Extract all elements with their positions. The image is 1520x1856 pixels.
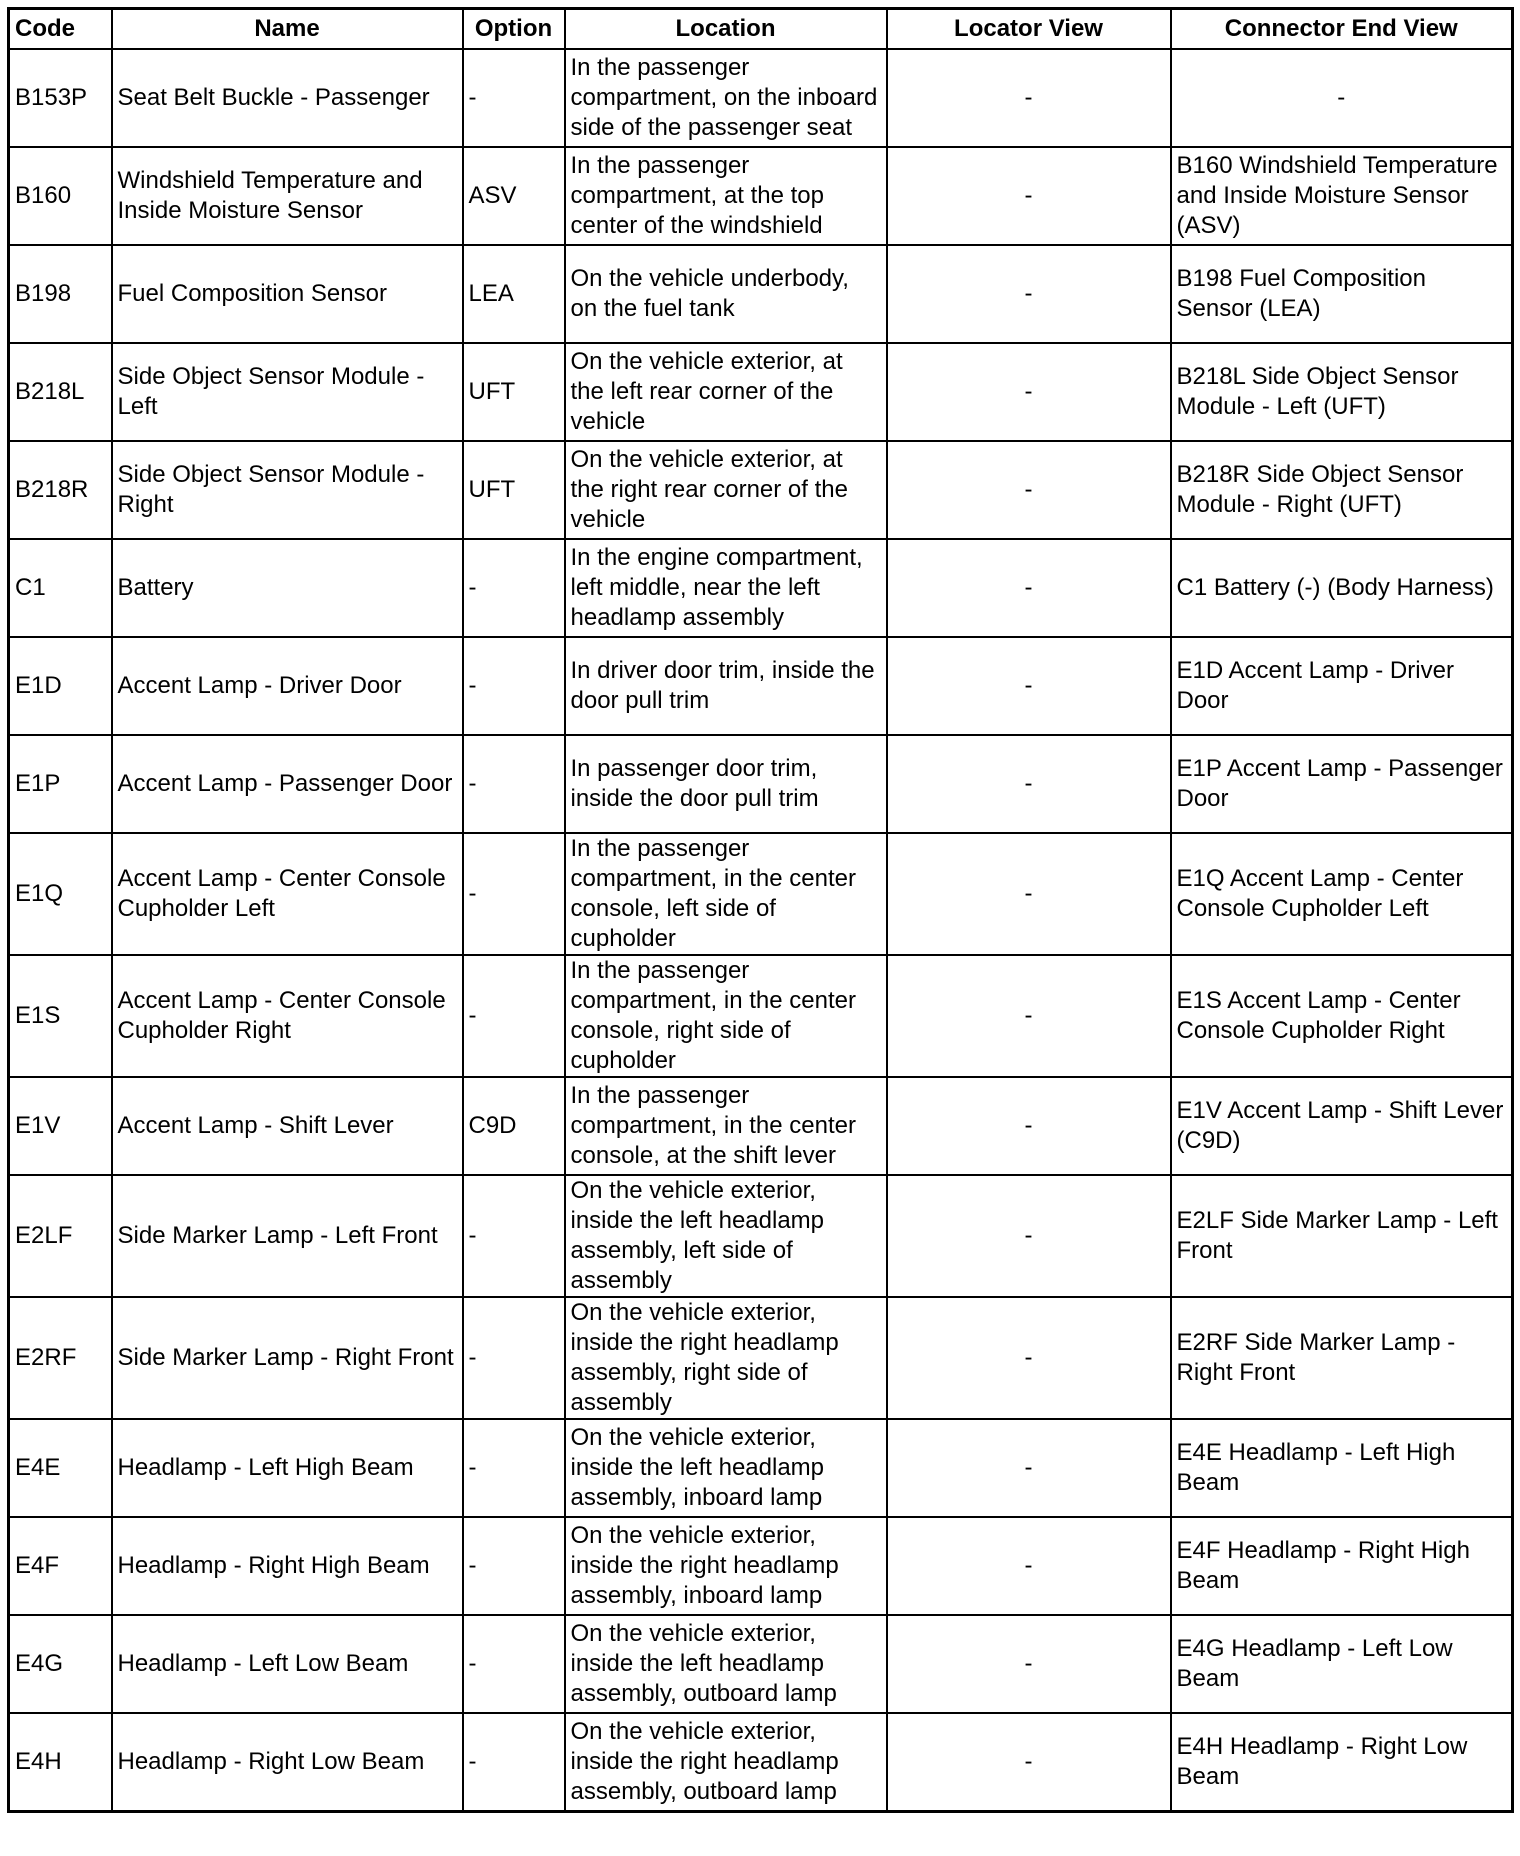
cell-locator-view: -	[887, 1615, 1171, 1713]
cell-option: -	[463, 637, 565, 735]
cell-name: Accent Lamp - Driver Door	[112, 637, 463, 735]
cell-name: Accent Lamp - Center Console Cupholder Right	[112, 955, 463, 1077]
cell-location: In driver door trim, inside the door pull trim	[565, 637, 887, 735]
cell-code: B198	[9, 245, 112, 343]
header-connector-end-view: Connector End View	[1171, 9, 1513, 50]
component-locator-table	[7, 7, 1514, 1813]
cell-option: -	[463, 1419, 565, 1517]
cell-connector-end-view: E1Q Accent Lamp - Center Console Cupholder Left	[1171, 833, 1513, 955]
table-row	[9, 735, 1513, 833]
cell-connector-end-view: B160 Windshield Temperature and Inside Moisture Sensor (ASV)	[1171, 147, 1513, 245]
cell-option: -	[463, 1517, 565, 1615]
cell-connector-end-view: E1V Accent Lamp - Shift Lever (C9D)	[1171, 1077, 1513, 1175]
table-row	[9, 1419, 1513, 1517]
cell-connector-end-view: E1P Accent Lamp - Passenger Door	[1171, 735, 1513, 833]
cell-code: E1S	[9, 955, 112, 1077]
header-name: Name	[112, 9, 463, 50]
cell-name: Accent Lamp - Shift Lever	[112, 1077, 463, 1175]
cell-option: UFT	[463, 343, 565, 441]
table-row	[9, 637, 1513, 735]
cell-locator-view: -	[887, 735, 1171, 833]
cell-option: -	[463, 955, 565, 1077]
cell-location: On the vehicle exterior, at the right rear corner of the vehicle	[565, 441, 887, 539]
cell-name: Side Object Sensor Module - Right	[112, 441, 463, 539]
cell-locator-view: -	[887, 245, 1171, 343]
cell-location: On the vehicle exterior, inside the left headlamp assembly, left side of assembly	[565, 1175, 887, 1297]
header-option: Option	[463, 9, 565, 50]
table-header-row	[9, 9, 1513, 50]
cell-name: Windshield Temperature and Inside Moisture Sensor	[112, 147, 463, 245]
cell-locator-view: -	[887, 1077, 1171, 1175]
cell-connector-end-view: E4G Headlamp - Left Low Beam	[1171, 1615, 1513, 1713]
cell-connector-end-view: B218R Side Object Sensor Module - Right (UFT)	[1171, 441, 1513, 539]
cell-option: C9D	[463, 1077, 565, 1175]
cell-locator-view: -	[887, 1175, 1171, 1297]
cell-connector-end-view: E4E Headlamp - Left High Beam	[1171, 1419, 1513, 1517]
cell-code: E4E	[9, 1419, 112, 1517]
cell-location: On the vehicle exterior, inside the right headlamp assembly, inboard lamp	[565, 1517, 887, 1615]
cell-name: Accent Lamp - Center Console Cupholder Left	[112, 833, 463, 955]
cell-locator-view: -	[887, 955, 1171, 1077]
cell-option: -	[463, 1297, 565, 1419]
cell-connector-end-view: B218L Side Object Sensor Module - Left (UFT)	[1171, 343, 1513, 441]
cell-location: In the passenger compartment, in the center console, left side of cupholder	[565, 833, 887, 955]
cell-code: B160	[9, 147, 112, 245]
table-row	[9, 833, 1513, 955]
cell-code: E4F	[9, 1517, 112, 1615]
cell-name: Seat Belt Buckle - Passenger	[112, 49, 463, 147]
cell-location: On the vehicle exterior, inside the left headlamp assembly, outboard lamp	[565, 1615, 887, 1713]
cell-connector-end-view: E2LF Side Marker Lamp - Left Front	[1171, 1175, 1513, 1297]
cell-location: In passenger door trim, inside the door pull trim	[565, 735, 887, 833]
cell-option: -	[463, 49, 565, 147]
cell-locator-view: -	[887, 637, 1171, 735]
cell-option: -	[463, 1713, 565, 1812]
cell-connector-end-view: E2RF Side Marker Lamp - Right Front	[1171, 1297, 1513, 1419]
cell-name: Fuel Composition Sensor	[112, 245, 463, 343]
cell-name: Side Marker Lamp - Right Front	[112, 1297, 463, 1419]
cell-name: Headlamp - Right Low Beam	[112, 1713, 463, 1812]
cell-code: E2RF	[9, 1297, 112, 1419]
cell-code: E1V	[9, 1077, 112, 1175]
cell-locator-view: -	[887, 147, 1171, 245]
cell-option: ASV	[463, 147, 565, 245]
cell-connector-end-view: B198 Fuel Composition Sensor (LEA)	[1171, 245, 1513, 343]
cell-name: Side Marker Lamp - Left Front	[112, 1175, 463, 1297]
cell-location: On the vehicle exterior, inside the right headlamp assembly, outboard lamp	[565, 1713, 887, 1812]
cell-locator-view: -	[887, 1713, 1171, 1812]
cell-connector-end-view: E1S Accent Lamp - Center Console Cupholder Right	[1171, 955, 1513, 1077]
cell-code: E1D	[9, 637, 112, 735]
table-row	[9, 49, 1513, 147]
cell-name: Headlamp - Right High Beam	[112, 1517, 463, 1615]
cell-code: E1Q	[9, 833, 112, 955]
cell-locator-view: -	[887, 1419, 1171, 1517]
cell-connector-end-view: C1 Battery (-) (Body Harness)	[1171, 539, 1513, 637]
cell-locator-view: -	[887, 343, 1171, 441]
cell-location: On the vehicle exterior, inside the left headlamp assembly, inboard lamp	[565, 1419, 887, 1517]
cell-locator-view: -	[887, 833, 1171, 955]
cell-connector-end-view: E4F Headlamp - Right High Beam	[1171, 1517, 1513, 1615]
cell-location: In the passenger compartment, in the center console, right side of cupholder	[565, 955, 887, 1077]
table-row	[9, 245, 1513, 343]
table-row	[9, 343, 1513, 441]
table-row	[9, 1077, 1513, 1175]
cell-location: In the passenger compartment, at the top center of the windshield	[565, 147, 887, 245]
cell-location: In the passenger compartment, on the inboard side of the passenger seat	[565, 49, 887, 147]
table-row	[9, 441, 1513, 539]
cell-option: UFT	[463, 441, 565, 539]
cell-connector-end-view: E1D Accent Lamp - Driver Door	[1171, 637, 1513, 735]
cell-locator-view: -	[887, 49, 1171, 147]
header-code: Code	[9, 9, 112, 50]
cell-locator-view: -	[887, 1297, 1171, 1419]
table-row	[9, 1175, 1513, 1297]
cell-location: On the vehicle underbody, on the fuel tank	[565, 245, 887, 343]
cell-locator-view: -	[887, 441, 1171, 539]
cell-option: LEA	[463, 245, 565, 343]
cell-option: -	[463, 1615, 565, 1713]
cell-connector-end-view: E4H Headlamp - Right Low Beam	[1171, 1713, 1513, 1812]
cell-code: E1P	[9, 735, 112, 833]
cell-connector-end-view: -	[1171, 49, 1513, 147]
cell-location: On the vehicle exterior, at the left rear corner of the vehicle	[565, 343, 887, 441]
cell-code: B153P	[9, 49, 112, 147]
cell-option: -	[463, 833, 565, 955]
cell-location: In the engine compartment, left middle, near the left headlamp assembly	[565, 539, 887, 637]
table-row	[9, 1615, 1513, 1713]
cell-name: Battery	[112, 539, 463, 637]
header-location: Location	[565, 9, 887, 50]
cell-name: Headlamp - Left High Beam	[112, 1419, 463, 1517]
cell-code: B218R	[9, 441, 112, 539]
cell-name: Headlamp - Left Low Beam	[112, 1615, 463, 1713]
cell-code: B218L	[9, 343, 112, 441]
cell-location: On the vehicle exterior, inside the right headlamp assembly, right side of assembly	[565, 1297, 887, 1419]
table-row	[9, 1713, 1513, 1812]
cell-code: E4H	[9, 1713, 112, 1812]
cell-option: -	[463, 539, 565, 637]
cell-name: Accent Lamp - Passenger Door	[112, 735, 463, 833]
cell-locator-view: -	[887, 1517, 1171, 1615]
table-row	[9, 1517, 1513, 1615]
table-row	[9, 955, 1513, 1077]
cell-code: C1	[9, 539, 112, 637]
table-body	[9, 49, 1513, 1812]
table-row	[9, 1297, 1513, 1419]
header-locator-view: Locator View	[887, 9, 1171, 50]
cell-option: -	[463, 1175, 565, 1297]
cell-location: In the passenger compartment, in the center console, at the shift lever	[565, 1077, 887, 1175]
cell-option: -	[463, 735, 565, 833]
table-row	[9, 147, 1513, 245]
cell-name: Side Object Sensor Module - Left	[112, 343, 463, 441]
cell-locator-view: -	[887, 539, 1171, 637]
table-row	[9, 539, 1513, 637]
cell-code: E4G	[9, 1615, 112, 1713]
cell-code: E2LF	[9, 1175, 112, 1297]
